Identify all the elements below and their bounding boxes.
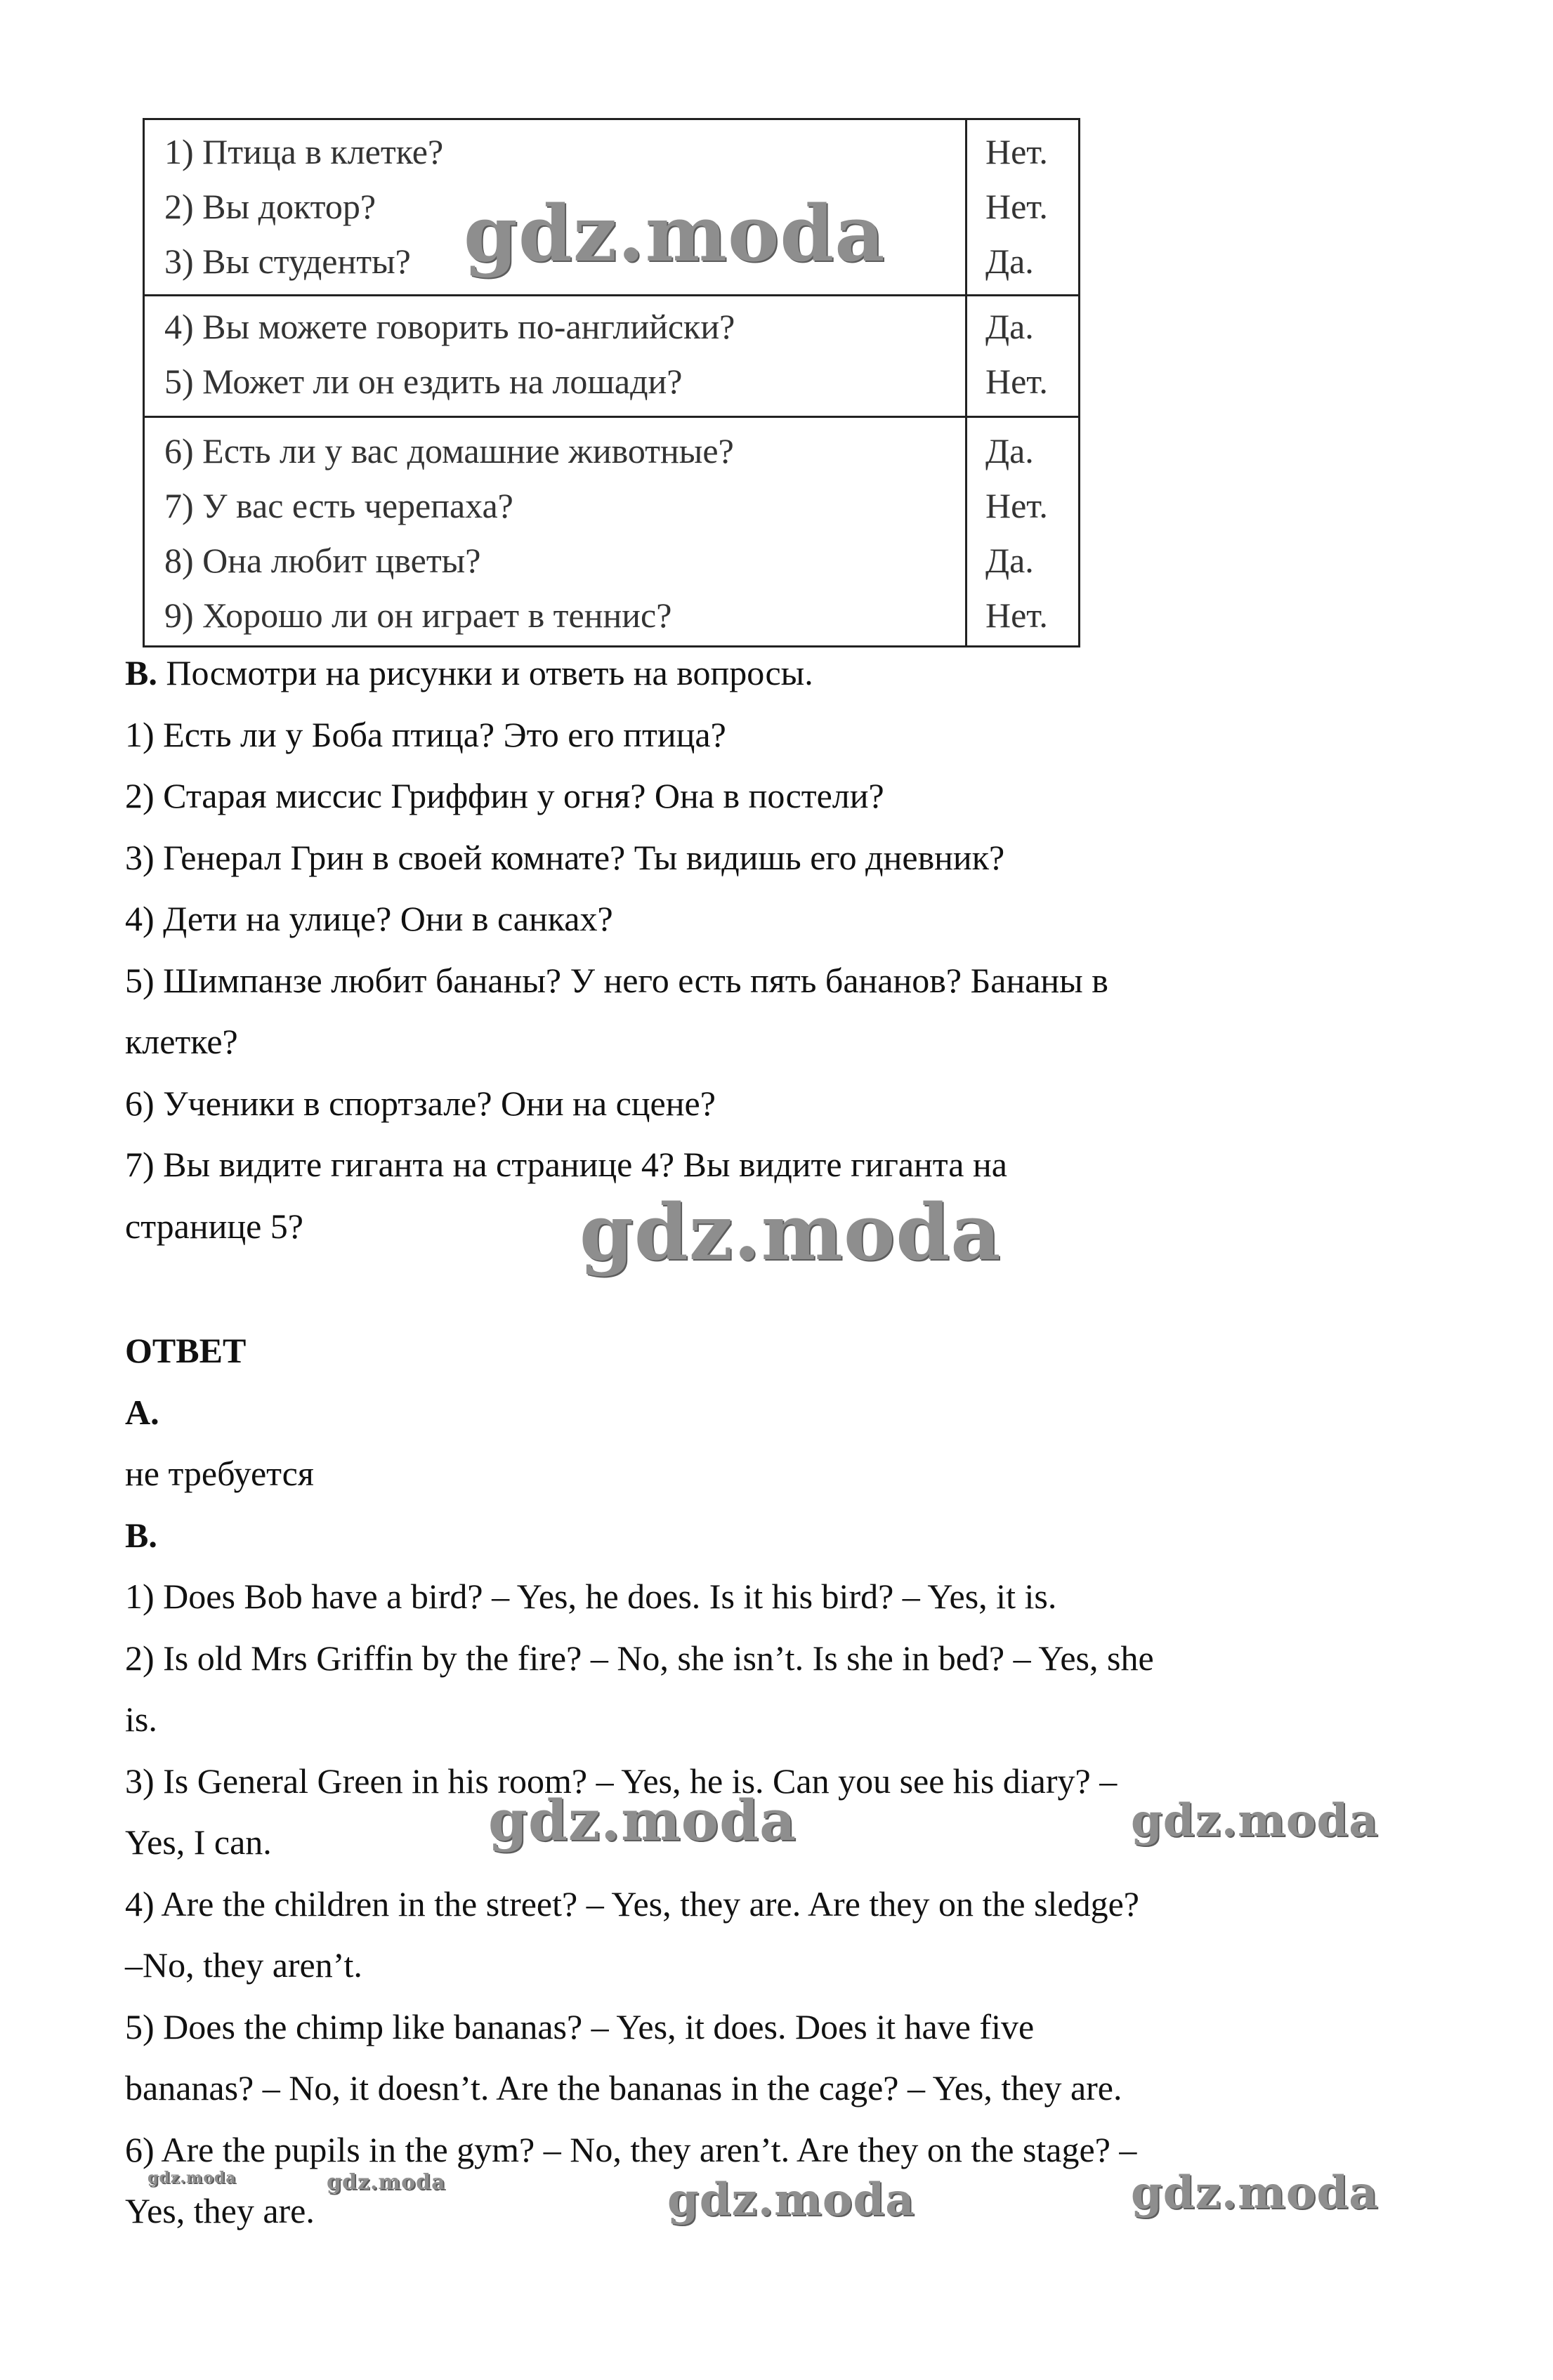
watermark: gdz.moda [667,2174,915,2226]
answer: Да. [985,541,1034,580]
question: 6) Есть ли у вас домашние животные? [164,431,734,471]
answers-cell [966,296,1080,417]
table-row [144,417,1080,647]
answer-line: 4) Are the children in the street? – Yes, they are. Are they on the sledge? [125,1883,1139,1924]
section-b-instruction: B. Посмотри на рисунки и ответь на вопросы. [125,653,813,692]
answer: Нет. [985,596,1048,635]
table-row [144,296,1080,417]
watermark: gdz.moda [464,188,886,279]
answer-a-label: A. [125,1392,159,1432]
answer: Нет. [985,187,1048,226]
answer-heading: ОТВЕТ [125,1331,247,1370]
answer-line: –No, they aren’t. [125,1945,362,1985]
question-line: 4) Дети на улице? Они в санках? [125,899,613,938]
question: 5) Может ли он ездить на лошади? [164,362,683,401]
question-line: 1) Есть ли у Боба птица? Это его птица? [125,714,726,754]
answer-line: Yes, I can. [125,1822,272,1862]
question-line: 5) Шимпанзе любит бананы? У него есть пять бананов? Бананы в [125,960,1108,1000]
question: 7) У вас есть черепаха? [164,486,513,525]
answers-cell [966,417,1080,647]
answer: Да. [985,431,1034,471]
question-line: 6) Ученики в спортзале? Они на сцене? [125,1083,716,1123]
answer: Нет. [985,486,1048,525]
watermark: gdz.moda [488,1787,797,1853]
question: 8) Она любит цветы? [164,541,481,580]
answer: Нет. [985,132,1048,171]
answer: Да. [985,307,1034,346]
answer-line: 2) Is old Mrs Griffin by the fire? – No, she isn’t. Is she in bed? – Yes, she [125,1638,1154,1678]
section-b-label: B. [125,653,157,692]
question: 3) Вы студенты? [164,242,411,281]
answer-line: 6) Are the pupils in the gym? – No, they aren’t. Are they on the stage? – [125,2129,1137,2169]
answer-line: 1) Does Bob have a bird? – Yes, he does. Is it his bird? – Yes, it is. [125,1577,1057,1616]
watermark: gdz.moda [327,2170,446,2195]
question-line: 7) Вы видите гиганта на странице 4? Вы видите гиганта на [125,1145,1007,1184]
question-line: 3) Генерал Грин в своей комнате? Ты видишь его дневник? [125,837,1005,877]
answer-line: 3) Is General Green in his room? – Yes, he is. Can you see his diary? – [125,1761,1118,1801]
section-b-questions [125,643,1389,1257]
watermark: gdz.moda [1131,1794,1379,1847]
answer: Да. [985,242,1034,281]
question: 4) Вы можете говорить по-английски? [164,307,735,346]
question-line: странице 5? [125,1206,304,1246]
answer-a-text: не требуется [125,1454,314,1493]
questions-cell [144,296,966,417]
question: 2) Вы доктор? [164,187,376,226]
watermark: gdz.moda [1131,2167,1379,2219]
answer-line: 5) Does the chimp like bananas? – Yes, it does. Does it have five [125,2006,1035,2046]
watermark: gdz.moda [579,1187,1002,1277]
answer-b-label: B. [125,1515,157,1555]
answer: Нет. [985,362,1048,401]
answer-line: Yes, they are. [125,2191,315,2230]
questions-cell [144,417,966,647]
answer-section [125,1320,1389,2242]
question: 9) Хорошо ли он играет в теннис? [164,596,672,635]
question-line: клетке? [125,1022,238,1061]
question-line: 2) Старая миссис Гриффин у огня? Она в постели? [125,776,884,815]
question: 1) Птица в клетке? [164,132,444,171]
answer-line: is. [125,1699,157,1739]
answers-cell [966,119,1080,296]
watermark: gdz.moda [148,2169,237,2187]
answer-line: bananas? – No, it doesn’t. Are the bananas in the cage? – Yes, they are. [125,2068,1122,2108]
